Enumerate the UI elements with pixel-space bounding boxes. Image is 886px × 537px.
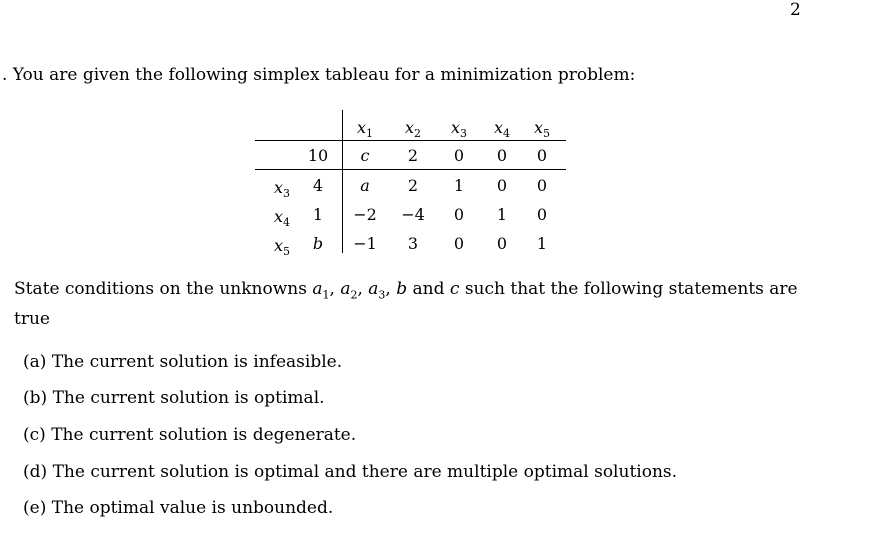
part-text: The current solution is infeasible. (51, 352, 343, 372)
part-label: (e) (23, 498, 47, 518)
part-label: (d) (23, 462, 48, 482)
part-text: The current solution is optimal. (52, 388, 325, 408)
row-rhs: 4 (312, 176, 324, 195)
question-text-cont: true (14, 309, 50, 329)
tableau-cell: 0 (453, 205, 465, 224)
tableau-cell: 0 (496, 234, 508, 253)
tableau-cell: −2 (353, 205, 377, 224)
part-text: The optimal value is unbounded. (51, 498, 334, 518)
tableau-cell: 1 (496, 205, 508, 224)
tableau-cell: 0 (496, 176, 508, 195)
objective-cell: 0 (453, 146, 465, 165)
intro-text: . You are given the following simplex tableau for a minimization problem: (2, 65, 636, 85)
basic-var-x4: $x_4$ (273, 207, 291, 230)
objective-cell: 2 (407, 146, 419, 165)
basic-var-x5: $x_5$ (273, 236, 291, 259)
part-a (23, 352, 342, 372)
tableau-cell: 0 (536, 205, 548, 224)
part-b (23, 388, 325, 408)
col-header-x3: $x_3$ (450, 118, 468, 141)
part-d (23, 462, 677, 482)
part-c (23, 425, 356, 445)
part-label: (c) (23, 425, 46, 445)
row-rhs: 1 (312, 205, 324, 224)
part-e (23, 498, 333, 518)
part-text: The current solution is degenerate. (51, 425, 357, 445)
tableau-rule-vertical (342, 110, 343, 253)
col-header-x4: $x_4$ (493, 118, 511, 141)
tableau-rule-mid (255, 169, 566, 170)
part-label: (a) (23, 352, 47, 372)
page-number: 2 (790, 0, 801, 20)
tableau-cell: 0 (536, 176, 548, 195)
part-label: (b) (23, 388, 48, 408)
tableau-cell: 0 (453, 234, 465, 253)
basic-var-x3: $x_3$ (273, 178, 291, 201)
tableau-cell: −4 (401, 205, 425, 224)
tableau-cell: 1 (453, 176, 465, 195)
objective-cell: c (360, 146, 370, 165)
question-text: State conditions on the unknowns $a_1$, $a_2$, $a_3$, b and c such that the following statements are (14, 279, 798, 302)
tableau-rule-top (255, 140, 566, 141)
col-header-x2: $x_2$ (404, 118, 422, 141)
tableau-cell: 2 (407, 176, 419, 195)
row-rhs: b (312, 234, 324, 253)
objective-cell: 0 (496, 146, 508, 165)
tableau-cell: 3 (407, 234, 419, 253)
col-header-x5: $x_5$ (533, 118, 551, 141)
objective-cell: 0 (536, 146, 548, 165)
col-header-x1: $x_1$ (356, 118, 374, 141)
part-text: The current solution is optimal and there are multiple optimal solutions. (52, 462, 678, 482)
tableau-cell: 1 (536, 234, 548, 253)
tableau-cell: a (360, 176, 370, 195)
tableau-cell: −1 (353, 234, 377, 253)
objective-rhs: 10 (307, 146, 329, 165)
